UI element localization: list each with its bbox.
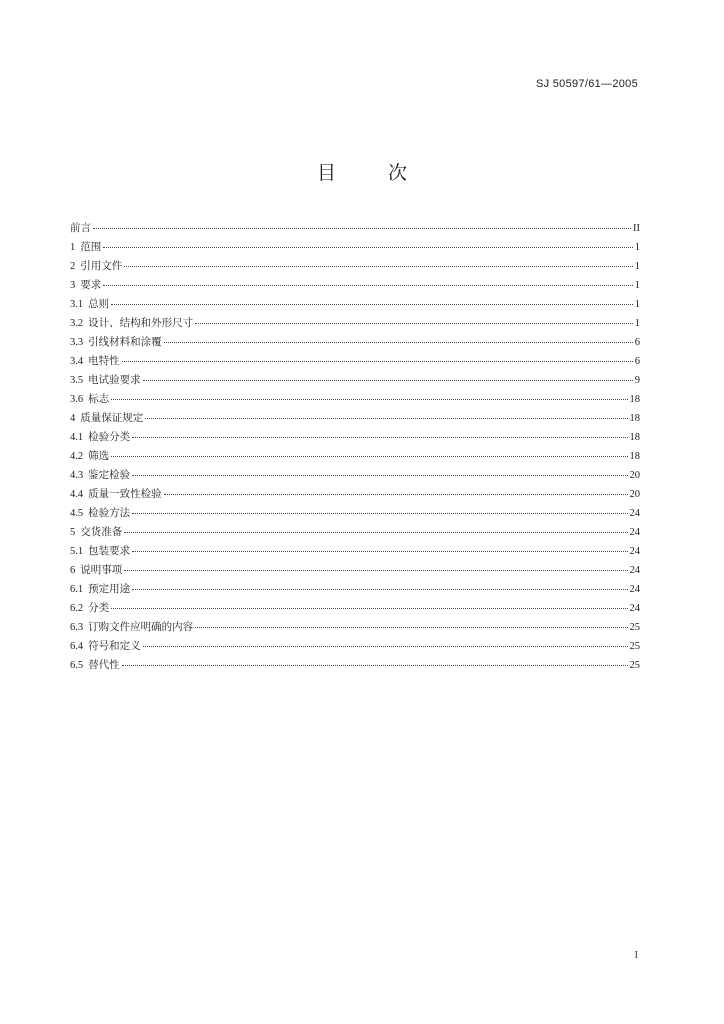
toc-entry bbox=[70, 372, 640, 391]
toc-leader-dots bbox=[195, 323, 633, 324]
toc-entry-number: 1 bbox=[70, 242, 76, 253]
toc-entry-page: 24 bbox=[629, 565, 640, 576]
toc-leader-dots bbox=[103, 285, 633, 286]
toc-entry-title: 前言 bbox=[70, 222, 91, 234]
toc-entry bbox=[70, 220, 640, 239]
toc-entry-page: 20 bbox=[629, 489, 640, 500]
toc-entry-title: 交货准备 bbox=[80, 526, 123, 538]
toc-entry-page: 25 bbox=[629, 660, 640, 671]
toc-entry-label bbox=[70, 334, 162, 349]
toc-entry-title: 包装要求 bbox=[88, 545, 131, 557]
toc-leader-dots bbox=[164, 494, 628, 495]
toc-entry-title: 电试验要求 bbox=[88, 374, 141, 386]
toc-leader-dots bbox=[132, 437, 627, 438]
toc-entry-label bbox=[70, 638, 141, 653]
toc-entry-number: 6.2 bbox=[70, 603, 84, 614]
toc-entry-label bbox=[70, 353, 120, 368]
toc-entry-label bbox=[70, 543, 130, 558]
toc-entry-page: 9 bbox=[634, 375, 640, 386]
toc-entry-page: 18 bbox=[629, 413, 640, 424]
toc-entry bbox=[70, 600, 640, 619]
toc-entry-label bbox=[70, 391, 109, 406]
toc-entry-number: 4.4 bbox=[70, 489, 84, 500]
toc-entry-number: 3.6 bbox=[70, 394, 84, 405]
toc-entry-title: 鉴定检验 bbox=[88, 469, 131, 481]
toc-leader-dots bbox=[111, 456, 627, 457]
toc-entry bbox=[70, 277, 640, 296]
toc-leader-dots bbox=[124, 532, 627, 533]
toc-leader-dots bbox=[132, 475, 627, 476]
toc-entry-title: 质量一致性检验 bbox=[88, 488, 162, 500]
toc-entry-title: 预定用途 bbox=[88, 583, 131, 595]
toc-entry-label bbox=[70, 296, 109, 311]
toc-leader-dots bbox=[103, 247, 633, 248]
toc-entry-title: 引用文件 bbox=[80, 260, 123, 272]
toc-entry-label bbox=[70, 277, 101, 292]
toc-entry bbox=[70, 581, 640, 600]
title-char-1: 目 bbox=[316, 162, 336, 184]
toc-entry-page: 1 bbox=[634, 261, 640, 272]
toc-leader-dots bbox=[111, 608, 627, 609]
toc-entry-number: 2 bbox=[70, 261, 76, 272]
toc-entry-title: 订购文件应明确的内容 bbox=[88, 621, 194, 633]
toc-leader-dots bbox=[132, 513, 627, 514]
toc-entry bbox=[70, 239, 640, 258]
toc-entry-number: 3.2 bbox=[70, 318, 84, 329]
toc-entry-title: 总则 bbox=[88, 298, 110, 310]
toc-entry-number: 3.5 bbox=[70, 375, 84, 386]
toc-entry-page: 18 bbox=[629, 432, 640, 443]
toc-entry-label bbox=[70, 486, 162, 501]
toc-entry-page: 25 bbox=[629, 622, 640, 633]
toc-entry bbox=[70, 657, 640, 676]
toc-entry bbox=[70, 524, 640, 543]
toc-entry-label bbox=[70, 429, 130, 444]
toc-entry bbox=[70, 410, 640, 429]
toc-entry-page: 1 bbox=[634, 280, 640, 291]
toc-entry-page: 24 bbox=[629, 546, 640, 557]
toc-leader-dots bbox=[111, 304, 633, 305]
toc-entry-title: 范围 bbox=[80, 241, 102, 253]
toc-leader-dots bbox=[132, 589, 627, 590]
toc-leader-dots bbox=[143, 646, 628, 647]
toc-entry-label bbox=[70, 372, 141, 387]
toc-entry bbox=[70, 429, 640, 448]
toc-entry-label bbox=[70, 619, 193, 634]
toc-entry-page: 24 bbox=[629, 527, 640, 538]
toc-leader-dots bbox=[195, 627, 627, 628]
toc-entry-number: 3.4 bbox=[70, 356, 84, 367]
toc-entry-label bbox=[70, 258, 122, 273]
toc-entry-number: 4 bbox=[70, 413, 76, 424]
toc-entry-label bbox=[70, 315, 193, 330]
toc-entry bbox=[70, 467, 640, 486]
toc-entry-page: 6 bbox=[634, 337, 640, 348]
table-of-contents bbox=[70, 220, 640, 676]
toc-entry-title: 分类 bbox=[88, 602, 110, 614]
toc-entry-title: 符号和定义 bbox=[88, 640, 141, 652]
toc-entry-number: 6 bbox=[70, 565, 76, 576]
toc-entry bbox=[70, 638, 640, 657]
toc-entry-page: 18 bbox=[629, 394, 640, 405]
toc-entry-title: 说明事项 bbox=[80, 564, 123, 576]
toc-leader-dots bbox=[132, 551, 627, 552]
toc-leader-dots bbox=[111, 399, 627, 400]
toc-entry-number: 6.1 bbox=[70, 584, 84, 595]
toc-entry bbox=[70, 315, 640, 334]
toc-entry-page: 24 bbox=[629, 584, 640, 595]
toc-leader-dots bbox=[124, 266, 633, 267]
toc-leader-dots bbox=[145, 418, 627, 419]
toc-entry-page: 20 bbox=[629, 470, 640, 481]
toc-entry-label bbox=[70, 505, 130, 520]
toc-entry-title: 检验方法 bbox=[88, 507, 131, 519]
toc-entry-number: 5.1 bbox=[70, 546, 84, 557]
toc-leader-dots bbox=[143, 380, 633, 381]
toc-entry bbox=[70, 505, 640, 524]
toc-entry bbox=[70, 619, 640, 638]
toc-entry-label bbox=[70, 220, 91, 235]
toc-entry bbox=[70, 353, 640, 372]
toc-entry-label bbox=[70, 657, 120, 672]
toc-entry bbox=[70, 391, 640, 410]
toc-entry-label bbox=[70, 467, 130, 482]
toc-leader-dots bbox=[164, 342, 633, 343]
page-number: I bbox=[634, 950, 638, 961]
toc-entry-label bbox=[70, 524, 122, 539]
toc-entry-title: 电特性 bbox=[88, 355, 120, 367]
toc-entry-label bbox=[70, 410, 143, 425]
toc-entry-label bbox=[70, 600, 109, 615]
toc-entry-title: 检验分类 bbox=[88, 431, 131, 443]
toc-entry-title: 替代性 bbox=[88, 659, 120, 671]
toc-entry-page: 24 bbox=[629, 508, 640, 519]
document-code: SJ 50597/61—2005 bbox=[535, 78, 638, 90]
toc-entry-page: 25 bbox=[629, 641, 640, 652]
toc-entry-number: 4.3 bbox=[70, 470, 84, 481]
toc-entry-number: 6.5 bbox=[70, 660, 84, 671]
toc-entry-title: 标志 bbox=[88, 393, 110, 405]
toc-entry-number: 4.2 bbox=[70, 451, 84, 462]
toc-entry-number: 4.1 bbox=[70, 432, 84, 443]
toc-entry-title: 筛选 bbox=[88, 450, 110, 462]
toc-entry bbox=[70, 543, 640, 562]
toc-leader-dots bbox=[124, 570, 627, 571]
toc-entry-number: 3 bbox=[70, 280, 76, 291]
toc-entry-title: 引线材料和涂覆 bbox=[88, 336, 162, 348]
page-title bbox=[0, 158, 724, 185]
toc-entry-label bbox=[70, 581, 130, 596]
toc-entry bbox=[70, 562, 640, 581]
toc-entry-number: 6.3 bbox=[70, 622, 84, 633]
toc-entry-label bbox=[70, 239, 101, 254]
toc-entry-page: 6 bbox=[634, 356, 640, 367]
title-char-2: 次 bbox=[388, 162, 408, 184]
toc-entry-number: 6.4 bbox=[70, 641, 84, 652]
toc-entry-number: 3.3 bbox=[70, 337, 84, 348]
toc-entry bbox=[70, 258, 640, 277]
toc-entry bbox=[70, 296, 640, 315]
toc-entry bbox=[70, 334, 640, 353]
toc-entry-label bbox=[70, 448, 109, 463]
toc-entry-page: II bbox=[633, 223, 640, 234]
toc-entry-title: 设计、结构和外形尺寸 bbox=[88, 317, 194, 329]
toc-entry-number: 4.5 bbox=[70, 508, 84, 519]
toc-entry-page: 18 bbox=[629, 451, 640, 462]
toc-entry-page: 1 bbox=[634, 299, 640, 310]
toc-entry-number: 5 bbox=[70, 527, 76, 538]
toc-entry bbox=[70, 486, 640, 505]
toc-entry-title: 要求 bbox=[80, 279, 102, 291]
toc-entry-page: 1 bbox=[634, 242, 640, 253]
toc-entry-label bbox=[70, 562, 122, 577]
toc-leader-dots bbox=[122, 665, 628, 666]
toc-entry bbox=[70, 448, 640, 467]
toc-entry-title: 质量保证规定 bbox=[80, 412, 144, 424]
toc-entry-page: 24 bbox=[629, 603, 640, 614]
toc-leader-dots bbox=[93, 228, 631, 229]
toc-entry-number: 3.1 bbox=[70, 299, 84, 310]
toc-entry-page: 1 bbox=[634, 318, 640, 329]
toc-leader-dots bbox=[122, 361, 633, 362]
